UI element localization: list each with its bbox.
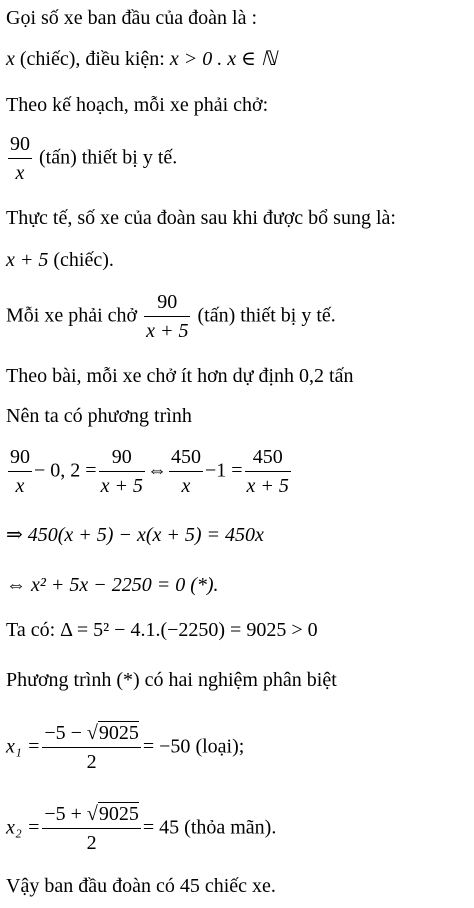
condition-expr: x > 0 . x ∈ ℕ [169, 48, 277, 70]
line-intro: Gọi số xe ban đầu của đoàn là : [6, 7, 258, 29]
x1-lhs: x₁ = [6, 735, 41, 758]
equation-main [6, 447, 293, 497]
x1-note: (loại); [190, 735, 245, 758]
x2-value: = 45 [142, 816, 180, 839]
fraction-90-x: $\frac{90}{x}$ [10, 133, 30, 184]
condition-text: (chiếc), điều kiện: [14, 48, 170, 70]
fraction-90-x-plus-5: $\frac{90}{x + 5}$ [146, 291, 189, 342]
line-actual-count [6, 250, 114, 270]
fraction-b: $\frac{90}{x + 5}$ [100, 446, 143, 497]
line-difference: Theo bài, mỗi xe chở ít hơn dự định 0,2 tấn [6, 365, 354, 387]
root-x1 [6, 723, 244, 773]
x2-lhs: x₂ = [6, 816, 41, 839]
actual-load-tail: (tấn) thiết bị y tế. [192, 304, 336, 327]
line-condition [6, 49, 277, 69]
line-two-roots: Phương trình (*) có hai nghiệm phân biệt [6, 669, 337, 691]
fraction-root-1: $\frac{-5 - √9025}{2}$ [44, 722, 139, 773]
iff-symbol: ⇔ [146, 459, 167, 482]
line-conclusion: Vậy ban đầu đoàn có 45 chiếc xe. [6, 875, 276, 897]
line-plan: Theo kế hoạch, mỗi xe phải chở: [6, 94, 269, 116]
expr-x-plus-5: x + 5 [6, 249, 49, 271]
line-actual: Thực tế, số xe của đoàn sau khi được bổ sung là: [6, 207, 396, 229]
fraction-root-2: $\frac{-5 + √9025}{2}$ [44, 803, 139, 854]
root-x2 [6, 804, 276, 854]
actual-load-text: Mỗi xe phải chở [6, 304, 143, 327]
var-x: x [6, 48, 15, 70]
actual-count-text: (chiếc). [48, 249, 114, 271]
eq-mid-c: −1 = [204, 459, 243, 482]
line-discriminant: Ta có: Δ = 5² − 4.1.(−2250) = 9025 > 0 [6, 619, 318, 641]
equation-quadratic: ⇔ x² + 5x − 2250 = 0 (*). [6, 574, 219, 596]
equation-expanded: ⇒ 450(x + 5) − x(x + 5) = 450x [6, 524, 264, 546]
line-plan-load [6, 134, 177, 184]
fraction-d: $\frac{450}{x + 5}$ [246, 446, 289, 497]
line-actual-load [6, 292, 336, 342]
x2-note: (thỏa mãn). [179, 816, 277, 839]
x1-value: = −50 [142, 735, 191, 758]
line-equation-intro: Nên ta có phương trình [6, 405, 192, 427]
plan-load-text: (tấn) thiết bị y tế. [34, 146, 178, 169]
eq-mid-a: − 0, 2 = [34, 459, 97, 482]
fraction-c: $\frac{450}{x}$ [170, 446, 201, 497]
fraction-a: $\frac{90}{x}$ [10, 446, 30, 497]
